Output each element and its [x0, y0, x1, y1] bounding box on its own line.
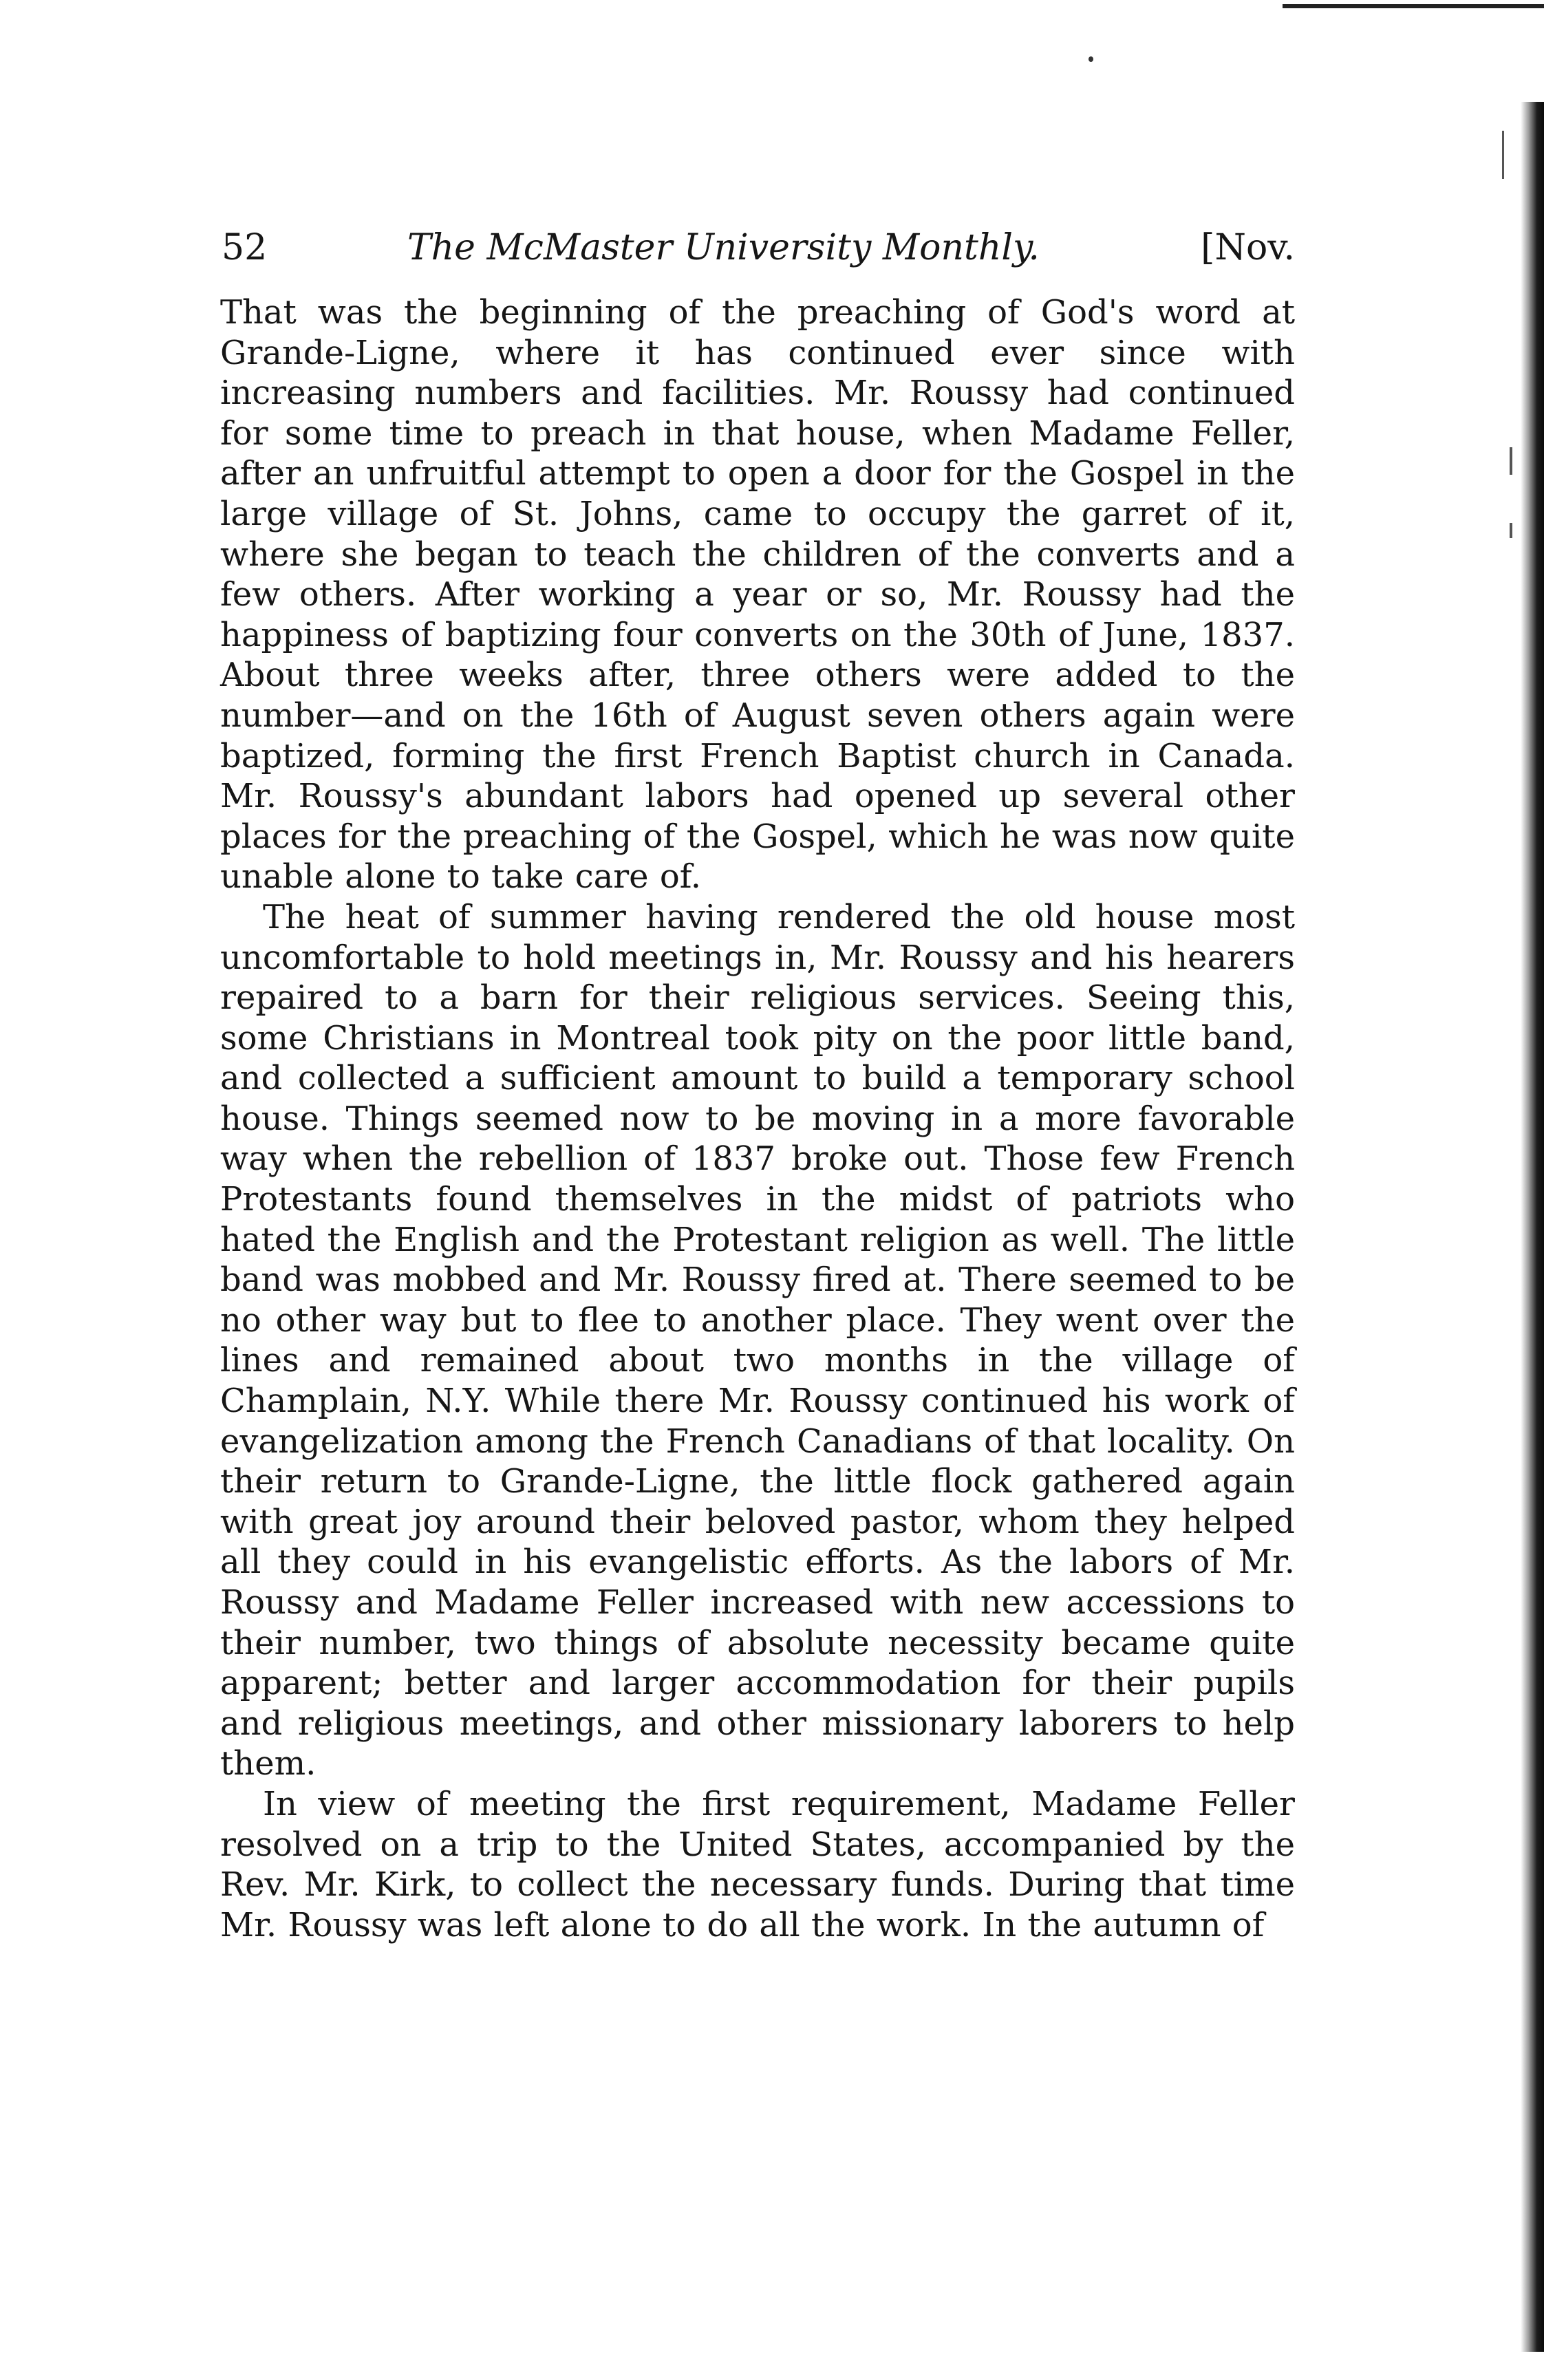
scan-page-edge	[1521, 102, 1544, 2352]
scan-edge-speck	[1510, 447, 1512, 475]
page-number: 52	[222, 227, 268, 268]
scan-edge-speck	[1510, 523, 1512, 538]
running-header	[222, 217, 1295, 279]
paragraph: In view of meeting the first requirement, Madame Feller resolved on a trip to the United States, accompanied by the Rev. Mr. Kirk, to collect the necessary funds. During that time Mr. Roussy was left alone to do all the work. In the autumn of	[220, 1784, 1295, 1944]
running-title: The McMaster University Monthly.	[407, 227, 1040, 268]
paragraph: That was the beginning of the preaching of God's word at Grande-Ligne, where it has continued ever since with increasing numbers and facilities. Mr. Roussy had continued for some time to preach in that house, when Madame Feller, after an unfruitful attempt to open a door for the Gospel in the large village of St. Johns, came to occupy the garret of it, where she began to teach the children of the converts and a few others. After working a year or so, Mr. Roussy had the happiness of baptizing four converts on the 30th of June, 1837. About three weeks after, three others were added to the number—and on the 16th of August seven others again were baptized, forming the first French Baptist church in Canada. Mr. Roussy's abundant labors had opened up several other places for the preaching of the Gospel, which he was now quite unable alone to take care of.	[220, 293, 1295, 897]
paragraph: The heat of summer having rendered the old house most uncomfortable to hold meetings in, Mr. Roussy and his hearers repaired to a barn for their religious services. Seeing this, some Christians in Montreal took pity on the poor little band, and collected a sufficient amount to build a temporary school house. Things seemed now to be moving in a more favorable way when the rebellion of 1837 broke out. Those few French Protestants found themselves in the midst of patriots who hated the English and the Protestant religion as well. The little band was mobbed and Mr. Roussy fired at. There seemed to be no other way but to flee to another place. They went over the lines and remained about two months in the village of Champlain, N.Y. While there Mr. Roussy continued his work of evangelization among the French Canadians of that locality. On their return to Grande-Ligne, the little flock gathered again with great joy around their beloved pastor, whom they helped all they could in his evangelistic efforts. As the labors of Mr. Roussy and Madame Feller increased with new accessions to their number, two things of absolute necessity became quite apparent; better and larger accommodation for their pupils and religious meetings, and other missionary laborers to help them.	[220, 897, 1295, 1783]
scan-speck	[1089, 56, 1093, 62]
body-text	[220, 292, 1295, 1945]
running-month: [Nov.	[1201, 227, 1295, 268]
scan-edge-speck	[1502, 131, 1504, 179]
scan-top-rule	[1283, 4, 1544, 8]
